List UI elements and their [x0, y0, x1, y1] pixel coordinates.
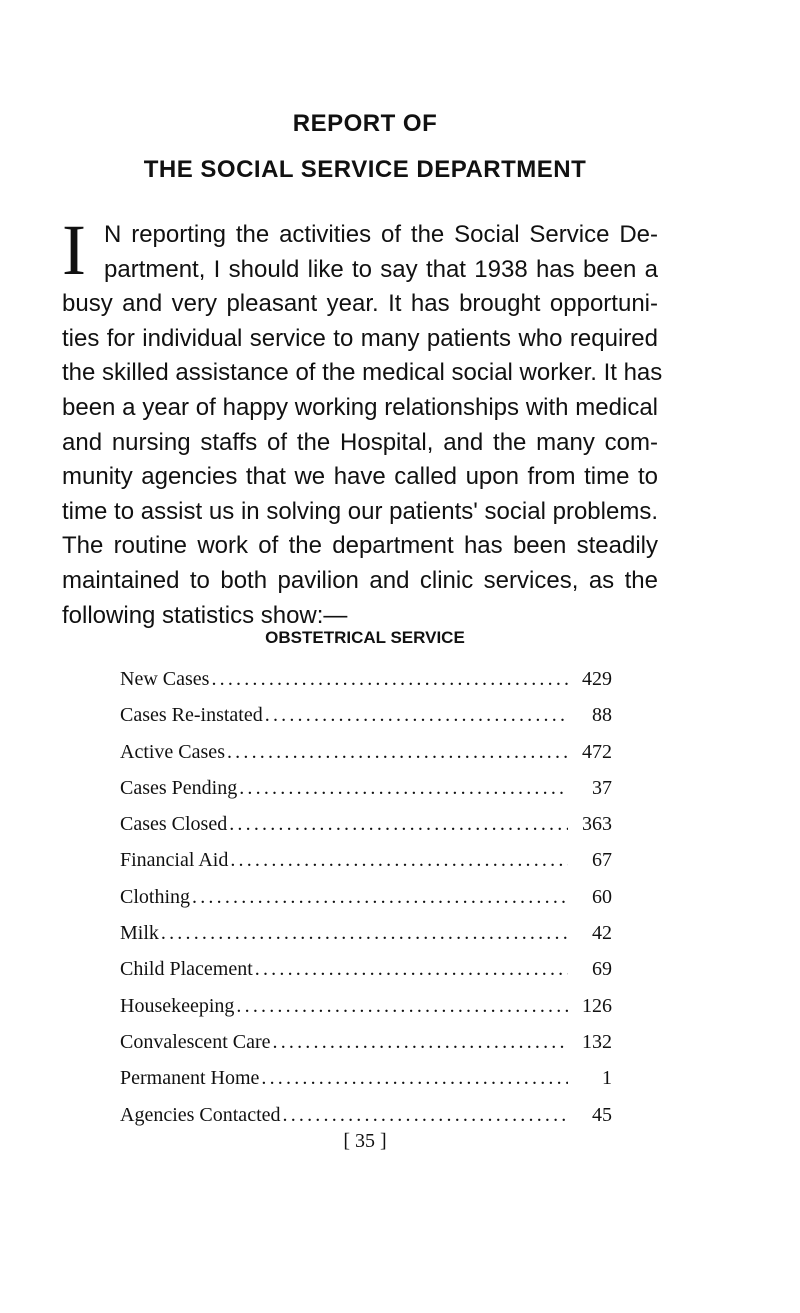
stat-label: Permanent Home: [120, 1067, 260, 1090]
stat-value: 69: [592, 958, 612, 981]
intro-line: following statistics show:—: [62, 601, 348, 629]
stat-label: Cases Pending: [120, 776, 238, 799]
stat-value: 88: [592, 704, 612, 727]
stat-row-cases-closed: [120, 813, 612, 849]
stat-label: New Cases: [120, 668, 210, 690]
intro-line: munity agencies that we have called upon from time to: [62, 463, 658, 491]
drop-cap: I: [62, 210, 86, 290]
intro-line: busy and very pleasant year. It has brought opportuni-: [62, 290, 658, 318]
leader-dots: [230, 849, 568, 872]
intro-line: time to assist us in solving our patients' social problems.: [62, 497, 658, 525]
stat-row-cases-pending: [120, 777, 612, 813]
stat-value: 429: [582, 668, 612, 690]
leader-dots: [273, 1031, 569, 1054]
stat-label: Clothing: [120, 885, 191, 908]
intro-line: partment, I should like to say that 1938 has been a: [104, 255, 658, 283]
leader-dots: [283, 1104, 569, 1127]
stat-label: Active Cases: [120, 740, 225, 763]
stat-row-clothing: [120, 886, 612, 922]
stat-label: Cases Re-instated: [120, 704, 263, 727]
stat-row-financial-aid: [120, 849, 612, 885]
department-title: THE SOCIAL SERVICE DEPARTMENT: [143, 156, 587, 183]
leader-dots: [211, 668, 568, 691]
intro-line: ties for individual service to many patients who required: [62, 324, 658, 352]
stat-value: 67: [592, 849, 612, 872]
stat-value: 1: [602, 1067, 612, 1090]
stat-row-housekeeping: [120, 995, 612, 1031]
stat-value: 363: [582, 813, 612, 836]
stat-value: 37: [592, 776, 612, 799]
stat-value: 126: [582, 994, 612, 1017]
stat-row-child-placement: [120, 958, 612, 994]
stat-label: Convalescent Care: [120, 1030, 271, 1053]
stat-row-permanent-home: [120, 1067, 612, 1103]
stat-value: 45: [592, 1103, 612, 1126]
section-title: OBSTETRICAL SERVICE: [265, 628, 465, 647]
intro-line: the skilled assistance of the medical social worker. It has: [62, 359, 663, 387]
leader-dots: [255, 958, 568, 981]
stat-row-new-cases: [120, 668, 612, 704]
statistics-list: [120, 668, 612, 1140]
stat-row-convalescent-care: [120, 1031, 612, 1067]
stat-label: Financial Aid: [120, 849, 229, 872]
report-title: REPORT OF: [292, 110, 438, 137]
stat-label: Housekeeping: [120, 994, 235, 1017]
leader-dots: [239, 777, 568, 800]
intro-paragraph: [62, 210, 663, 633]
stat-label: Cases Closed: [120, 813, 228, 836]
intro-line: and nursing staffs of the Hospital, and the many com-: [62, 428, 658, 456]
stat-value: 60: [592, 885, 612, 908]
intro-line: maintained to both pavilion and clinic services, as the: [62, 566, 658, 594]
intro-line: The routine work of the department has been steadily: [62, 532, 658, 560]
leader-dots: [229, 813, 568, 836]
leader-dots: [161, 922, 568, 945]
leader-dots: [236, 995, 568, 1018]
leader-dots: [261, 1067, 568, 1090]
stat-label: Milk: [120, 922, 159, 945]
page-number: [ 35 ]: [343, 1130, 387, 1152]
leader-dots: [265, 704, 568, 727]
stat-label: Agencies Contacted: [120, 1103, 281, 1126]
stat-row-cases-reinstated: [120, 704, 612, 740]
leader-dots: [192, 886, 568, 909]
intro-line: N reporting the activities of the Social Service De-: [104, 221, 658, 248]
stat-value: 42: [592, 922, 612, 945]
stat-value: 472: [582, 740, 612, 763]
stat-label: Child Placement: [120, 958, 253, 981]
intro-line: been a year of happy working relationships with medical: [62, 393, 658, 421]
leader-dots: [227, 741, 568, 764]
stat-row-milk: [120, 922, 612, 958]
stat-value: 132: [582, 1030, 612, 1053]
stat-row-active-cases: [120, 741, 612, 777]
